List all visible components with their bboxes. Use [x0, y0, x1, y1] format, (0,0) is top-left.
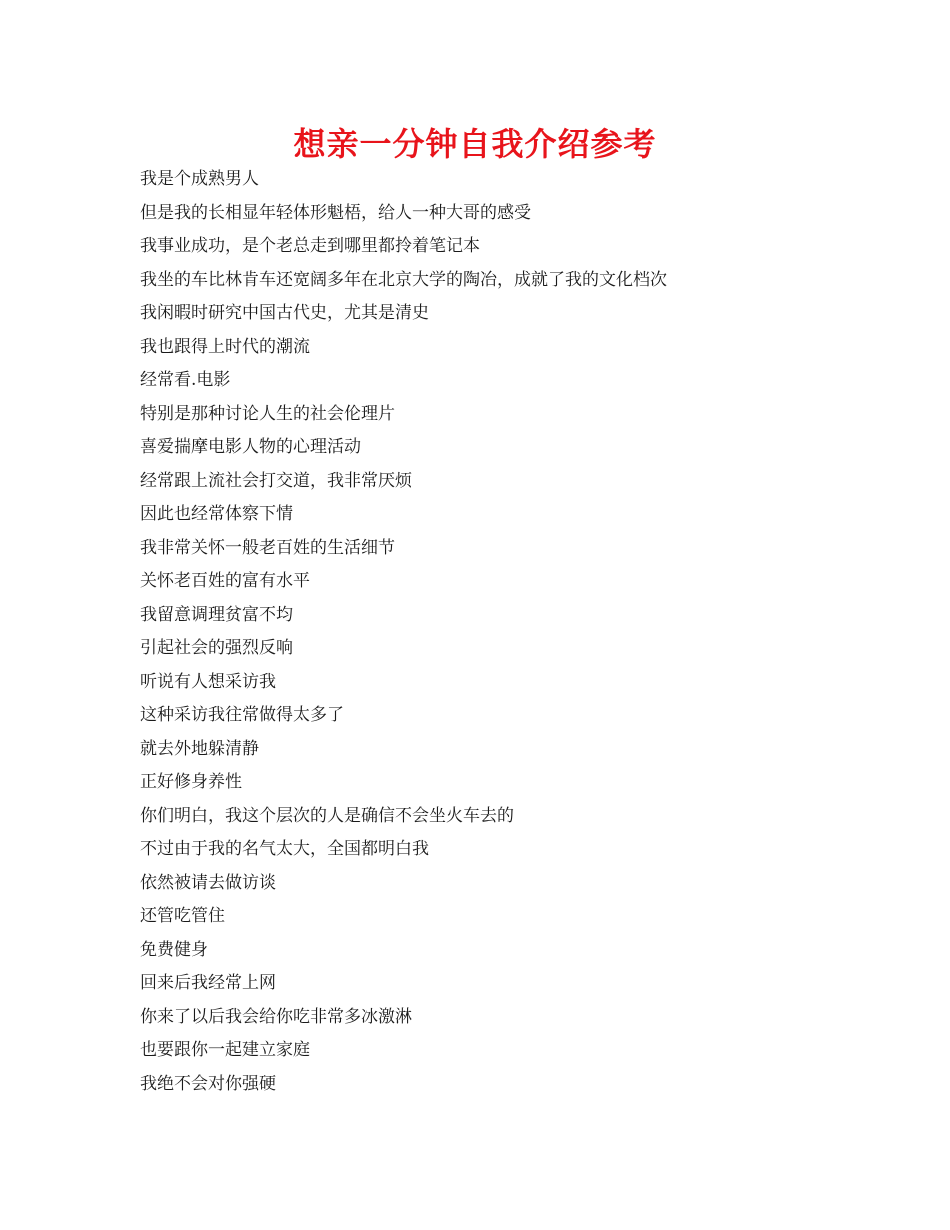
text-line: 我留意调理贫富不均 — [140, 604, 293, 625]
body-text — [140, 163, 667, 1101]
text-line: 因此也经常体察下情 — [140, 504, 293, 524]
text-line: 我绝不会对你强硬 — [140, 1073, 276, 1094]
text-line: 引起社会的强烈反响 — [140, 638, 293, 658]
text-line: 你们明白，我这个层次的人是确信不会坐火车去的 — [140, 805, 514, 826]
text-line: 还管吃管住 — [140, 906, 225, 926]
text-line: 免费健身 — [140, 939, 208, 960]
text-line: 经常跟上流社会打交道，我非常厌烦 — [140, 470, 412, 491]
text-line: 回来后我经常上网 — [140, 973, 276, 993]
text-line: 这种采访我往常做得太多了 — [140, 705, 344, 725]
text-line: 关怀老百姓的富有水平 — [140, 571, 310, 591]
text-line: 我闲暇时研究中国古代史，尤其是清史 — [140, 303, 429, 323]
text-line: 听说有人想采访我 — [140, 671, 276, 692]
text-line: 就去外地躲清静 — [140, 738, 259, 759]
text-line: 我非常关怀一般老百姓的生活细节 — [140, 537, 395, 558]
text-line: 我是个成熟男人 — [140, 169, 259, 189]
text-line: 你来了以后我会给你吃非常多冰激淋 — [140, 1006, 412, 1027]
text-line: 喜爱揣摩电影人物的心理活动 — [140, 437, 361, 457]
text-line: 我也跟得上时代的潮流 — [140, 336, 310, 357]
text-line: 但是我的长相显年轻体形魁梧，给人一种大哥的感受 — [140, 202, 531, 223]
text-line: 我坐的车比林肯车还宽阔多年在北京大学的陶冶，成就了我的文化档次 — [140, 269, 667, 290]
text-line: 不过由于我的名气太大，全国都明白我 — [140, 839, 429, 859]
text-line: 也要跟你一起建立家庭 — [140, 1040, 310, 1060]
text-line: 经常看.电影 — [140, 370, 231, 390]
text-line: 特别是那种讨论人生的社会伦理片 — [140, 403, 395, 424]
text-line: 依然被请去做访谈 — [140, 872, 276, 893]
document-title: 想亲一分钟自我介绍参考 — [293, 125, 657, 163]
text-line: 正好修身养性 — [140, 772, 242, 792]
text-line: 我事业成功，是个老总走到哪里都拎着笔记本 — [140, 236, 480, 256]
